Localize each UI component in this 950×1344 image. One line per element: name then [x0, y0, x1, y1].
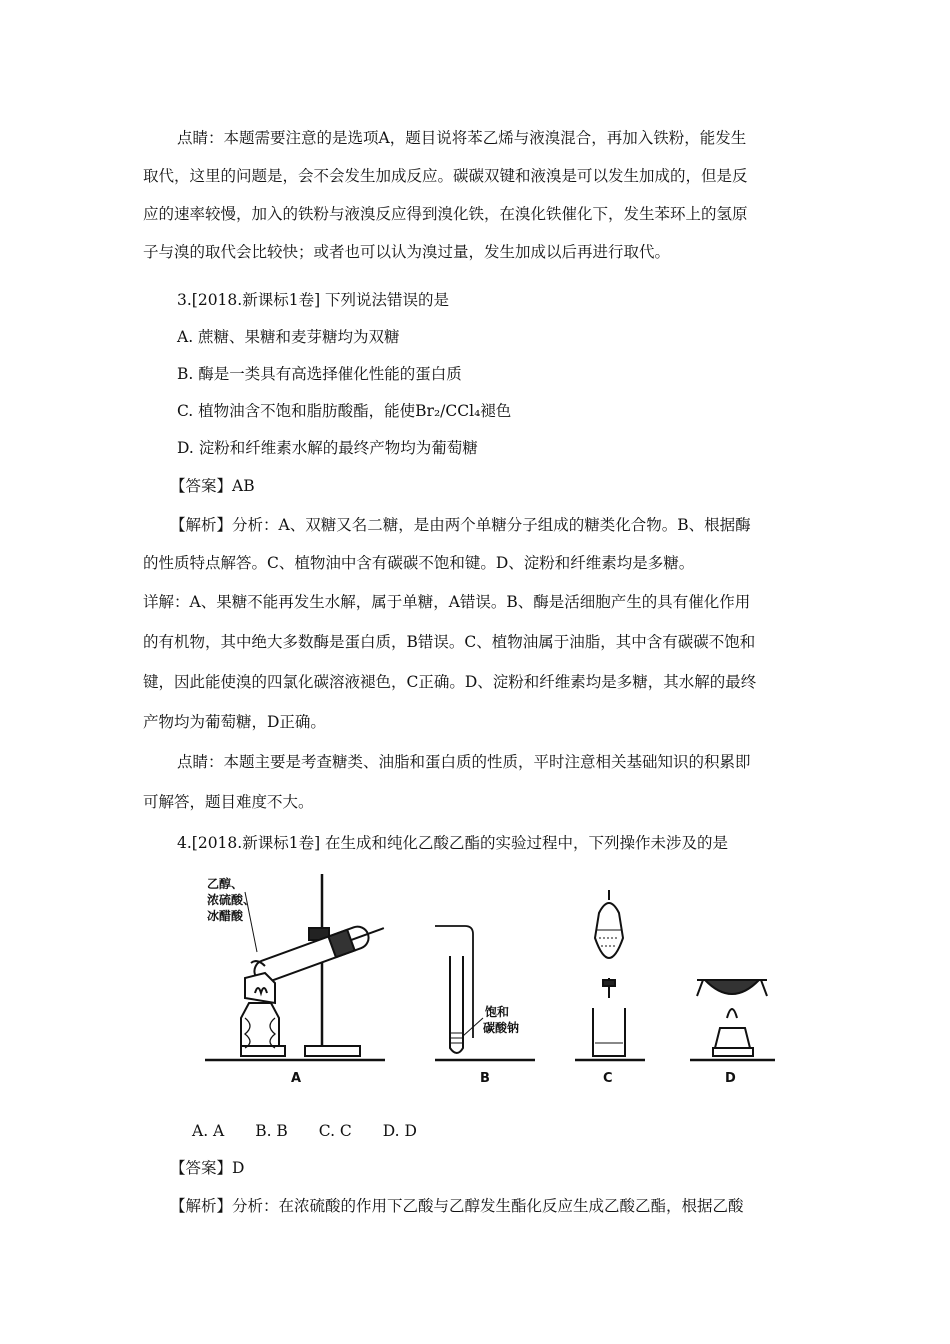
- note-line: 取代，这里的问题是，会不会发生加成反应。碳碳双键和液溴是可以发生加成的，但是反: [143, 167, 748, 185]
- note-line: 可解答，题目难度不大。: [143, 793, 314, 811]
- option-b: B. 酶是一类具有高选择催化性能的蛋白质: [177, 365, 462, 383]
- reagent-label: 乙醇、: [207, 877, 244, 891]
- answer-3: 【答案】AB: [170, 477, 255, 495]
- reagent-label: 浓硫酸、: [207, 893, 256, 907]
- question-3-stem: 3.[2018.新课标1卷] 下列说法错误的是: [177, 291, 450, 309]
- caption-d: D: [725, 1071, 736, 1086]
- choice-d: D. D: [382, 1122, 417, 1140]
- choices-row: [192, 1121, 443, 1141]
- answer-4: 【答案】D: [170, 1159, 245, 1177]
- choice-a: A. A: [192, 1122, 225, 1140]
- choice-c: C. C: [318, 1122, 352, 1140]
- analysis-line: 【解析】分析：A、双糖又名二糖，是由两个单糖分子组成的糖类化合物。B、根据酶: [170, 516, 751, 534]
- analysis-4: 【解析】分析：在浓硫酸的作用下乙酸与乙醇发生酯化反应生成乙酸乙酯，根据乙酸: [170, 1197, 744, 1215]
- reagent-label: 冰醋酸: [207, 909, 244, 923]
- caption-b: B: [480, 1071, 490, 1086]
- detail-line: 的有机物，其中绝大多数酶是蛋白质，B错误。C、植物油属于油脂，其中含有碳碳不饱和: [143, 633, 756, 651]
- question-4-stem: 4.[2018.新课标1卷] 在生成和纯化乙酸乙酯的实验过程中，下列操作未涉及的是: [177, 834, 729, 852]
- option-a: A. 蔗糖、果糖和麦芽糖均为双糖: [177, 328, 400, 346]
- note-line: 点睛：本题主要是考查糖类、油脂和蛋白质的性质，平时注意相关基础知识的积累即: [177, 753, 751, 771]
- note-line: 应的速率较慢，加入的铁粉与液溴反应得到溴化铁，在溴化铁催化下，发生苯环上的氢原: [143, 205, 748, 223]
- caption-c: C: [603, 1071, 613, 1086]
- tube-label: 碳酸钠: [483, 1021, 520, 1035]
- note-line: 点睛：本题需要注意的是选项A，题目说将苯乙烯与液溴混合，再加入铁粉，能发生: [177, 129, 747, 147]
- choice-b: B. B: [255, 1122, 288, 1140]
- detail-line: 产物均为葡萄糖，D正确。: [143, 713, 326, 731]
- tube-label: 饱和: [485, 1005, 510, 1019]
- apparatus-figure: [205, 868, 775, 1093]
- option-d: D. 淀粉和纤维素水解的最终产物均为葡萄糖: [177, 439, 478, 457]
- detail-line: 详解：A、果糖不能再发生水解，属于单糖，A错误。B、酶是活细胞产生的具有催化作用: [143, 593, 751, 611]
- option-c: C. 植物油含不饱和脂肪酸酯，能使Br₂/CCl₄褪色: [177, 402, 512, 420]
- caption-a: A: [291, 1071, 302, 1086]
- analysis-line: 的性质特点解答。C、植物油中含有碳碳不饱和键。D、淀粉和纤维素均是多糖。: [143, 554, 695, 572]
- detail-line: 键，因此能使溴的四氯化碳溶液褪色，C正确。D、淀粉和纤维素均是多糖，其水解的最终: [143, 673, 757, 691]
- note-line: 子与溴的取代会比较快；或者也可以认为溴过量，发生加成以后再进行取代。: [143, 243, 671, 261]
